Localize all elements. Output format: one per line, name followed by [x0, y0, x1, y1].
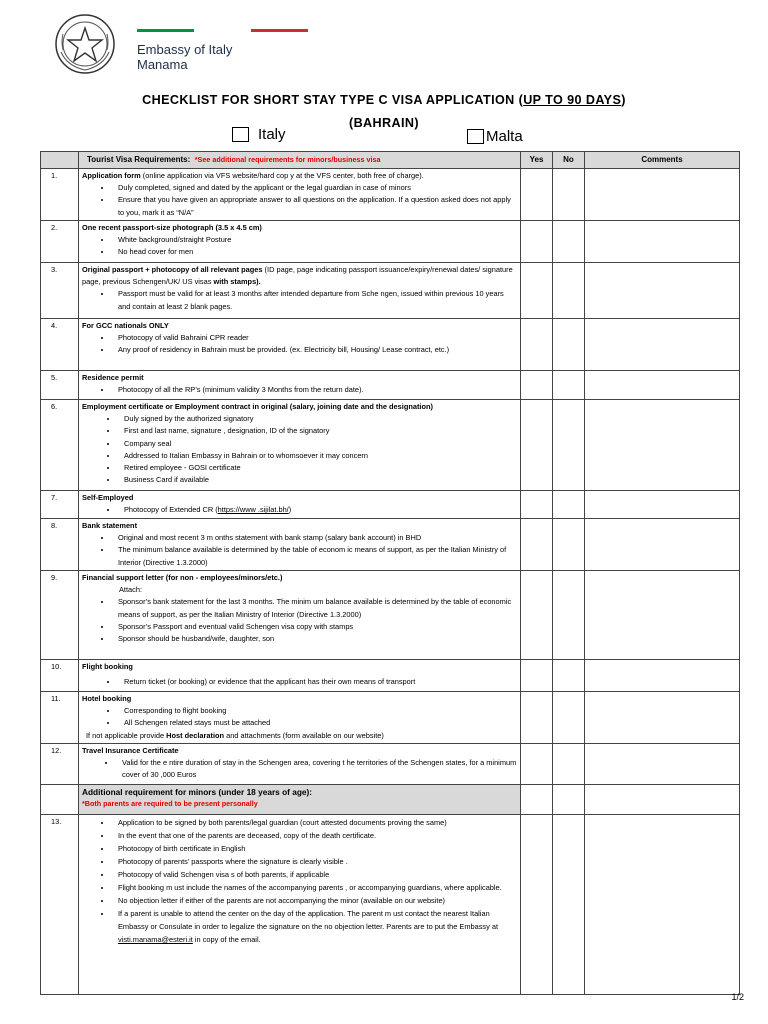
yes-cell[interactable]: [521, 221, 553, 263]
hotel-note-start: If not applicable provide: [86, 730, 167, 740]
yes-cell[interactable]: [521, 692, 553, 744]
row-number: 12.: [41, 743, 79, 784]
list-item: • Flight booking m ust include the names of the accompanying parents , or accompanying guardians, where applicable.: [112, 881, 517, 894]
table-row: [41, 319, 740, 371]
row-number: 10.: [41, 660, 79, 692]
row-description: [79, 263, 521, 319]
row-number: 11.: [41, 692, 79, 744]
flag-red-stripe: [251, 29, 308, 32]
row-title-rest: (ID page, page indicating passport issuance/expiry/renewal dates/ signature page, previous Schengen/UK/ US visas: [82, 265, 513, 287]
list-item: • The minimum balance available is determined by the table of econom ic means of support, as per the Italian Ministry of Interior (Directive 1.3.2000): [112, 544, 517, 568]
row-title: One recent passport-size photograph (3.5 x 4.5 cm): [82, 223, 262, 232]
list-item: • Company seal: [118, 438, 517, 450]
legalize-text: If a parent is unable to attend the center on the day of the application. The parent m ust contact the nearest Italian Embassy or Consulate in order to legalize the signature on the no objection letter. Parents are to put the Embassy at: [118, 908, 499, 931]
legalize-text-end: in copy of the email.: [192, 934, 261, 944]
row-description: [79, 221, 521, 263]
list-item: • No head cover for men: [112, 246, 517, 258]
table-row: [41, 571, 740, 660]
row-title: Financial support letter (for non - employees/minors/etc.): [82, 573, 283, 582]
minors-section-row: [41, 784, 740, 814]
yes-cell[interactable]: [521, 319, 553, 371]
row-title: Residence permit: [82, 373, 144, 382]
list-item: • Photocopy of valid Bahraini CPR reader: [112, 332, 517, 344]
row-description: [79, 660, 521, 692]
comments-cell[interactable]: [585, 491, 740, 519]
row-number: 3.: [41, 263, 79, 319]
no-cell[interactable]: [553, 571, 585, 660]
list-item: • Ensure that you have given an appropriate answer to all questions on the application. If a question asked does not apply to you, mark it as “N/A”: [112, 194, 517, 218]
no-cell[interactable]: [553, 692, 585, 744]
list-item: • In the event that one of the parents are deceased, copy of the death certificate.: [112, 829, 517, 842]
list-item: • Valid for the e ntire duration of stay in the Schengen area, covering t he territories of the Schengen states, for a minimum cover of 30 ,000 Euros: [116, 757, 517, 781]
row-description: [79, 571, 521, 660]
self-employed-text-end: ): [288, 505, 292, 515]
option-italy[interactable]: [232, 126, 286, 143]
comments-cell[interactable]: [585, 743, 740, 784]
table-row: [41, 743, 740, 784]
list-item: • Duly completed, signed and dated by the applicant or the legal guardian in case of minors: [112, 182, 517, 194]
host-declaration: Host declaration: [166, 730, 225, 740]
row-description: [79, 743, 521, 784]
minors-section-cell: [79, 784, 521, 814]
row-number: 1.: [41, 169, 79, 221]
row-description: [79, 371, 521, 400]
flag-white-stripe: [194, 29, 251, 32]
list-item: • Photocopy of valid Schengen visa s of both parents, if applicable: [112, 868, 517, 881]
header-yes: Yes: [521, 152, 553, 169]
minors-num-cell: [41, 784, 79, 814]
row-number: 8.: [41, 519, 79, 571]
embassy-line2: Manama: [137, 57, 188, 72]
row-title-rest: (online application via VFS website/hard cop y at the VFS center, both free of charge).: [140, 171, 424, 180]
yes-cell[interactable]: [521, 491, 553, 519]
no-cell[interactable]: [553, 784, 585, 814]
requirements-note: *See additional requirements for minors/business visa: [194, 154, 381, 164]
italy-checkbox[interactable]: [232, 127, 249, 142]
comments-cell[interactable]: [585, 263, 740, 319]
row-number: 7.: [41, 491, 79, 519]
title-open: (: [518, 93, 524, 107]
row-title: Employment certificate or Employment contract in original (salary, joining date and the designation): [82, 402, 433, 411]
list-item: • Return ticket (or booking) or evidence that the applicant has their own means of transport: [118, 676, 517, 688]
list-item: [118, 504, 517, 516]
comments-cell[interactable]: [585, 660, 740, 692]
row-title: Travel Insurance Certificate: [82, 745, 179, 755]
page-subtitle: (BAHRAIN): [348, 116, 420, 130]
no-cell[interactable]: [553, 319, 585, 371]
row-title: Flight booking: [82, 662, 133, 671]
hotel-note: [82, 730, 517, 742]
row-title: Original passport + photocopy of all relevant pages: [82, 265, 263, 274]
table-row: [41, 660, 740, 692]
table-header-row: [41, 152, 740, 169]
minors-section-note: *Both parents are required to be present personally: [82, 799, 258, 809]
italy-label: Italy: [258, 126, 286, 143]
comments-cell[interactable]: [585, 319, 740, 371]
list-item: • First and last name, signature , designation, ID of the signatory: [118, 425, 517, 437]
malta-label: Malta: [486, 128, 523, 145]
yes-cell[interactable]: [521, 784, 553, 814]
yes-cell[interactable]: [521, 814, 553, 994]
row-number: 6.: [41, 400, 79, 491]
row-number: 5.: [41, 371, 79, 400]
page-title: [0, 93, 768, 107]
no-cell[interactable]: [553, 263, 585, 319]
yes-cell[interactable]: [521, 400, 553, 491]
comments-cell[interactable]: [585, 571, 740, 660]
yes-cell[interactable]: [521, 263, 553, 319]
table-row: [41, 169, 740, 221]
list-item: • Retired employee - GOSI certificate: [118, 462, 517, 474]
row-title: Bank statement: [82, 521, 138, 530]
list-item: • Application to be signed by both parents/legal guardian (court attested documents proving the same): [112, 816, 517, 829]
comments-cell[interactable]: [585, 519, 740, 571]
list-item: • Sponsor’s bank statement for the last 3 months. The minim um balance available is determined by the table of economic means of support, as per the Italian Ministry of Interior (Directive 1.3.2000): [112, 596, 517, 620]
sijilat-link[interactable]: https://www .sijilat.bh/: [217, 505, 289, 515]
hotel-note-end: and attachments (form available on our website): [224, 730, 384, 740]
page-number: 1/2: [731, 992, 744, 1002]
title-close: ): [621, 93, 626, 107]
yes-cell[interactable]: [521, 371, 553, 400]
list-item: • Duly signed by the authorized signatory: [118, 413, 517, 425]
row-description: [79, 319, 521, 371]
no-cell[interactable]: [553, 743, 585, 784]
no-cell[interactable]: [553, 221, 585, 263]
no-cell[interactable]: [553, 814, 585, 994]
embassy-line1: Embassy of Italy: [137, 42, 233, 57]
self-employed-text: Photocopy of Extended CR (: [124, 505, 218, 515]
comments-cell[interactable]: [585, 784, 740, 814]
list-item: • All Schengen related stays must be attached: [118, 717, 517, 729]
row-number: 9.: [41, 571, 79, 660]
title-main: CHECKLIST FOR SHORT STAY TYPE C VISA APPLICATION: [142, 93, 519, 107]
header-num-cell: [41, 152, 79, 169]
yes-cell[interactable]: [521, 519, 553, 571]
row-title: For GCC nationals ONLY: [82, 321, 169, 330]
attach-label: Attach:: [119, 585, 143, 595]
list-item: • Passport must be valid for at least 3 months after intended departure from Sche ngen, issued within previous 10 years and contain at least 2 blank pages.: [112, 288, 517, 312]
title-underlined: UP TO 90 DAYS: [523, 93, 622, 107]
comments-cell[interactable]: [585, 371, 740, 400]
table-row: [41, 400, 740, 491]
table-row: [41, 491, 740, 519]
checklist-table: [40, 151, 740, 995]
list-item: • Sponsor should be husband/wife, daughter, son: [112, 633, 517, 645]
table-row: [41, 692, 740, 744]
header-requirements-cell: [79, 152, 521, 169]
yes-cell[interactable]: [521, 660, 553, 692]
list-item: • Photocopy of birth certificate in English: [112, 842, 517, 855]
row-number: 2.: [41, 221, 79, 263]
embassy-name: [137, 42, 232, 72]
embassy-email-link[interactable]: visti.manama@esteri.it: [118, 934, 193, 944]
list-item: • Original and most recent 3 m onths statement with bank stamp (salary bank account) in BHD: [112, 532, 517, 544]
header-no: No: [553, 152, 585, 169]
requirements-heading: Tourist Visa Requirements:: [87, 154, 191, 164]
comments-cell[interactable]: [585, 221, 740, 263]
no-cell[interactable]: [553, 519, 585, 571]
list-item: • Any proof of residency in Bahrain must be provided. (ex. Electricity bill, Housing/ Lease contract, etc.): [112, 344, 517, 356]
yes-cell[interactable]: [521, 743, 553, 784]
italian-emblem-logo: [53, 12, 117, 76]
list-item: • Addressed to Italian Embassy in Bahrain or to whomsoever it may concern: [118, 450, 517, 462]
flag-green-stripe: [137, 29, 194, 32]
table-row: [41, 371, 740, 400]
list-item: [112, 907, 517, 946]
no-cell[interactable]: [553, 400, 585, 491]
row-number: 4.: [41, 319, 79, 371]
comments-cell[interactable]: [585, 692, 740, 744]
no-cell[interactable]: [553, 660, 585, 692]
minors-section-title: Additional requirement for minors (under 18 years of age):: [82, 786, 313, 797]
list-item: • Photocopy of all the RP’s (minimum validity 3 Months from the return date).: [112, 384, 517, 396]
list-item: • Corresponding to flight booking: [118, 705, 517, 717]
option-malta[interactable]: [467, 128, 523, 145]
header-comments: Comments: [585, 152, 740, 169]
list-item: • Sponsor’s Passport and eventual valid Schengen visa copy with stamps: [112, 621, 517, 633]
row-description: [79, 491, 521, 519]
list-item: • No objection letter if either of the parents are not accompanying the minor (available on our website): [112, 894, 517, 907]
table-row: [41, 263, 740, 319]
row-description: [79, 400, 521, 491]
row-title: Application form: [82, 171, 141, 180]
no-cell[interactable]: [553, 371, 585, 400]
table-row: [41, 221, 740, 263]
no-cell[interactable]: [553, 491, 585, 519]
row-description: [79, 519, 521, 571]
row-number: 13.: [41, 814, 79, 994]
yes-cell[interactable]: [521, 169, 553, 221]
no-cell[interactable]: [553, 169, 585, 221]
table-row: [41, 519, 740, 571]
list-item: • White background/straight Posture: [112, 234, 517, 246]
row-title-end: with stamps).: [213, 277, 261, 287]
yes-cell[interactable]: [521, 571, 553, 660]
row-description: [79, 692, 521, 744]
row-title: Self-Employed: [82, 493, 134, 502]
list-item: • Business Card if available: [118, 474, 517, 486]
comments-cell[interactable]: [585, 400, 740, 491]
row-description: [79, 169, 521, 221]
list-item: • Photocopy of parents’ passports where the signature is clearly visible .: [112, 855, 517, 868]
row-title: Hotel booking: [82, 694, 132, 703]
row-description: [79, 814, 521, 994]
malta-checkbox[interactable]: [467, 129, 484, 144]
comments-cell[interactable]: [585, 169, 740, 221]
comments-cell[interactable]: [585, 814, 740, 994]
table-row: [41, 814, 740, 994]
